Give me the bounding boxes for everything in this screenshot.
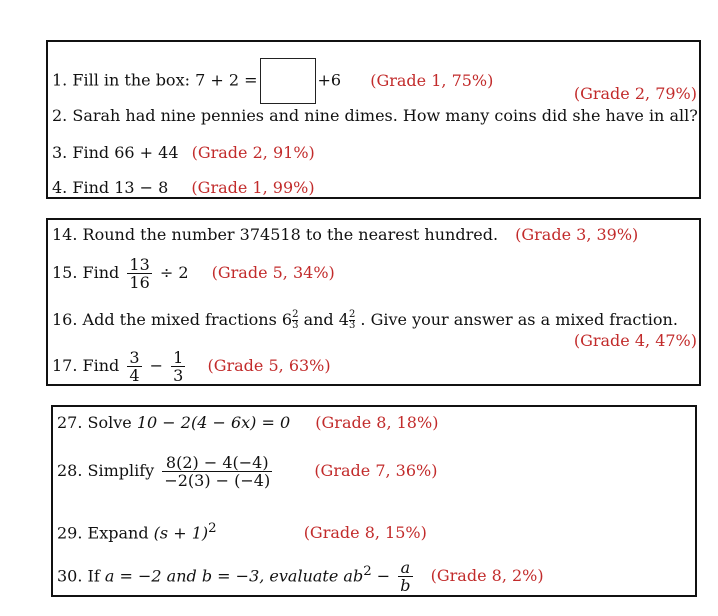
question-30: [57, 554, 544, 594]
question-27-expr: 10 − 2(4 − 6x) = 0: [136, 413, 291, 432]
question-3: [52, 143, 315, 163]
fraction-denominator: 3: [173, 366, 184, 385]
fraction-numerator: 3: [129, 348, 140, 367]
question-30-grade: (Grade 8, 2%): [430, 566, 544, 586]
question-17-grade: (Grade 5, 63%): [207, 356, 331, 375]
question-30-fraction: [398, 559, 412, 594]
question-4: [52, 178, 315, 198]
question-29: [57, 519, 427, 543]
fraction-denominator: −2(3) − (−4): [164, 471, 271, 490]
question-1-expr-right: +6: [317, 70, 342, 90]
question-14-text: 14. Round the number 374518 to the nearest hundred.: [52, 225, 499, 244]
question-30-condition: a = −2 and b = −3, evaluate: [104, 566, 339, 586]
question-16: [52, 310, 678, 331]
fraction-denominator: 3: [292, 320, 299, 331]
question-4-grade: (Grade 1, 99%): [191, 178, 315, 197]
fraction-numerator: 2: [292, 309, 299, 320]
question-27-grade: (Grade 8, 18%): [315, 413, 439, 432]
fraction-numerator: 1: [173, 348, 184, 367]
fraction-numerator: 13: [129, 255, 150, 274]
question-28: [57, 452, 437, 490]
question-1-grade: (Grade 1, 75%): [370, 70, 494, 90]
question-17-fraction-2: [171, 349, 185, 384]
question-2: 2. Sarah had nine pennies and nine dimes. How many coins did she have in all?: [52, 106, 698, 125]
fraction-numerator: a: [398, 559, 412, 577]
question-15-label: 15. Find: [52, 263, 120, 282]
question-group-3: [51, 405, 697, 597]
answer-box: [260, 58, 316, 104]
question-30-minus: −: [376, 566, 391, 586]
fraction-denominator: 4: [129, 366, 140, 385]
mixed-fraction-1: [292, 310, 298, 331]
question-28-fraction: [162, 454, 272, 489]
question-16-and: and: [303, 310, 334, 329]
question-1: [52, 58, 493, 104]
fraction-denominator: 3: [348, 320, 356, 331]
question-29-grade: (Grade 8, 15%): [303, 523, 427, 543]
question-16-part3: . Give your answer as a mixed fraction.: [360, 310, 678, 329]
question-16-part1: 16. Add the mixed fractions 6: [52, 310, 293, 329]
mixed-fraction-2: [349, 310, 355, 331]
question-16-whole-2: 4: [338, 310, 349, 329]
question-1-label: 1. Fill in the box:: [52, 70, 190, 90]
question-30-exponent: 2: [363, 564, 372, 579]
question-29-expr: (s + 1): [153, 523, 209, 543]
question-14: [52, 225, 638, 245]
question-2-grade: (Grade 2, 79%): [573, 84, 697, 103]
question-15: [52, 256, 335, 291]
question-30-label: 30. If: [57, 566, 100, 586]
question-17-minus: −: [149, 356, 164, 375]
question-14-grade: (Grade 3, 39%): [515, 225, 639, 244]
question-1-expr-left: 7 + 2 =: [195, 70, 258, 90]
question-15-operator: ÷ 2: [159, 263, 189, 282]
fraction-denominator: 16: [129, 273, 150, 292]
question-15-grade: (Grade 5, 34%): [211, 263, 335, 282]
fraction-numerator: 2: [348, 309, 356, 320]
fraction-numerator: 8(2) − 4(−4): [162, 454, 272, 472]
question-4-text: 4. Find 13 − 8: [52, 178, 169, 197]
question-29-label: 29. Expand: [57, 523, 149, 543]
question-15-fraction: [127, 256, 151, 291]
question-17-fraction-1: [127, 349, 141, 384]
question-17: [52, 349, 331, 384]
question-3-grade: (Grade 2, 91%): [191, 143, 315, 162]
fraction-denominator: b: [400, 576, 411, 596]
question-28-label: 28. Simplify: [57, 461, 155, 480]
question-27: [57, 413, 438, 433]
question-28-grade: (Grade 7, 36%): [314, 461, 438, 480]
question-27-label: 27. Solve: [57, 413, 132, 432]
question-30-expr: ab: [343, 566, 364, 586]
question-3-text: 3. Find 66 + 44: [52, 143, 179, 162]
question-group-1: [46, 40, 701, 199]
question-29-exponent: 2: [208, 521, 217, 536]
question-16-grade: (Grade 4, 47%): [573, 331, 697, 350]
question-group-2: [46, 218, 701, 386]
question-17-label: 17. Find: [52, 356, 120, 375]
